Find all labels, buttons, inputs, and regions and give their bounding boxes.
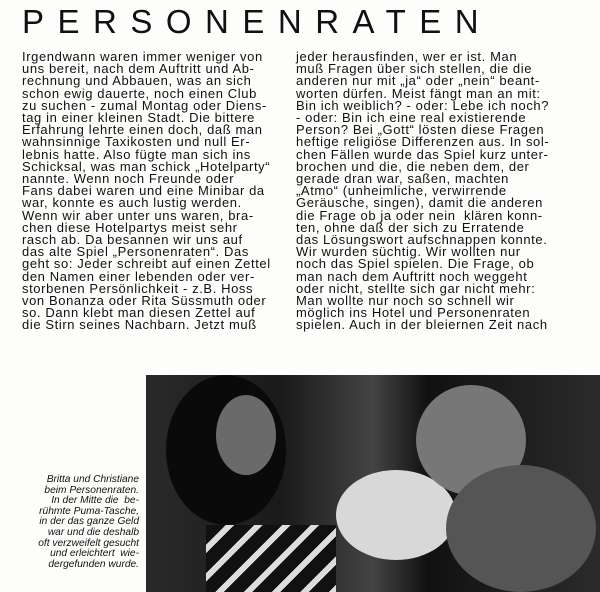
body-text-column-1: Irgendwann waren immer weniger von uns bereit, nach dem Auftritt und Ab- rechnung und Abbauen, was an sich schon ewig dauerte, noch einen Club zu suchen - zumal Montag oder Diens- tag in einer kleinen Stadt. Die bittere Erfahrung lehrte einen doch, daß man wahnsinnige Taxikosten und null Er- lebnis hatte. Also fügte man sich ins Schicksal, was man schick „Hotelparty“ nannte. Wenn noch Freunde oder Fans dabei waren und eine Minibar da war, konnte es auch lustig werden. Wenn wir aber unter uns waren, bra- chen diese Hotelpartys meist sehr rasch ab. Da besannen wir uns auf das alte Spiel „Personenraten“. Das geht so: Jeder schreibt auf einen Zettel den Namen einer lebenden oder ver- storbenen Persönlichkeit - z.B. Hoss von Bonanza oder Rita Süssmuth oder so. Dann klebt man diesen Zettel auf die Stirn seines Nachbarn. Jetzt muß — [22, 49, 271, 333]
photo-caption: Britta und Christiane beim Personenraten. In der Mitte die be- rühmte Puma-Tasche, in der das ganze Geld war und die deshalb oft verzweifelt gesucht und erleichtert wie- dergefunden wurde. — [38, 474, 139, 570]
photo-body-right — [446, 465, 596, 592]
photo — [146, 375, 600, 592]
page-title: PERSONENRATEN — [22, 3, 493, 40]
photo-face-left — [216, 395, 276, 475]
photo-bag — [206, 525, 336, 592]
body-text-column-2: jeder herausfinden, wer er ist. Man muß Fragen über sich stellen, die die anderen nur mit „ja“ oder „nein“ beant- worten dürfen. Meist fängt man an mit: Bin ich weiblich? - oder: Lebe ich noch? - oder: Bin ich eine real existierende Person? Bei „Gott“ lösten diese Fragen heftige religiöse Differenzen aus. In sol- chen Fällen wurde das Spiel kurz unter- brochen und die, die neben dem, der gerade dran war, saßen, machten „Atmo“ (unheimliche, verwirrende Geräusche, singen), damit die anderen die Frage ob ja oder nein klären konn- ten, ohne daß der sich zu Erratende das Lösungswort aufschnappen konnte. Wir wurden süchtig. Wir wollten nur noch das Spiel spielen. Die Frage, ob man nach dem Auftritt noch weggeht oder nicht, stellte sich gar nicht mehr: Man wollte nur noch so schnell wir möglich ins Hotel und Personenraten spielen. Auch in der bleiernen Zeit nach — [296, 49, 550, 333]
